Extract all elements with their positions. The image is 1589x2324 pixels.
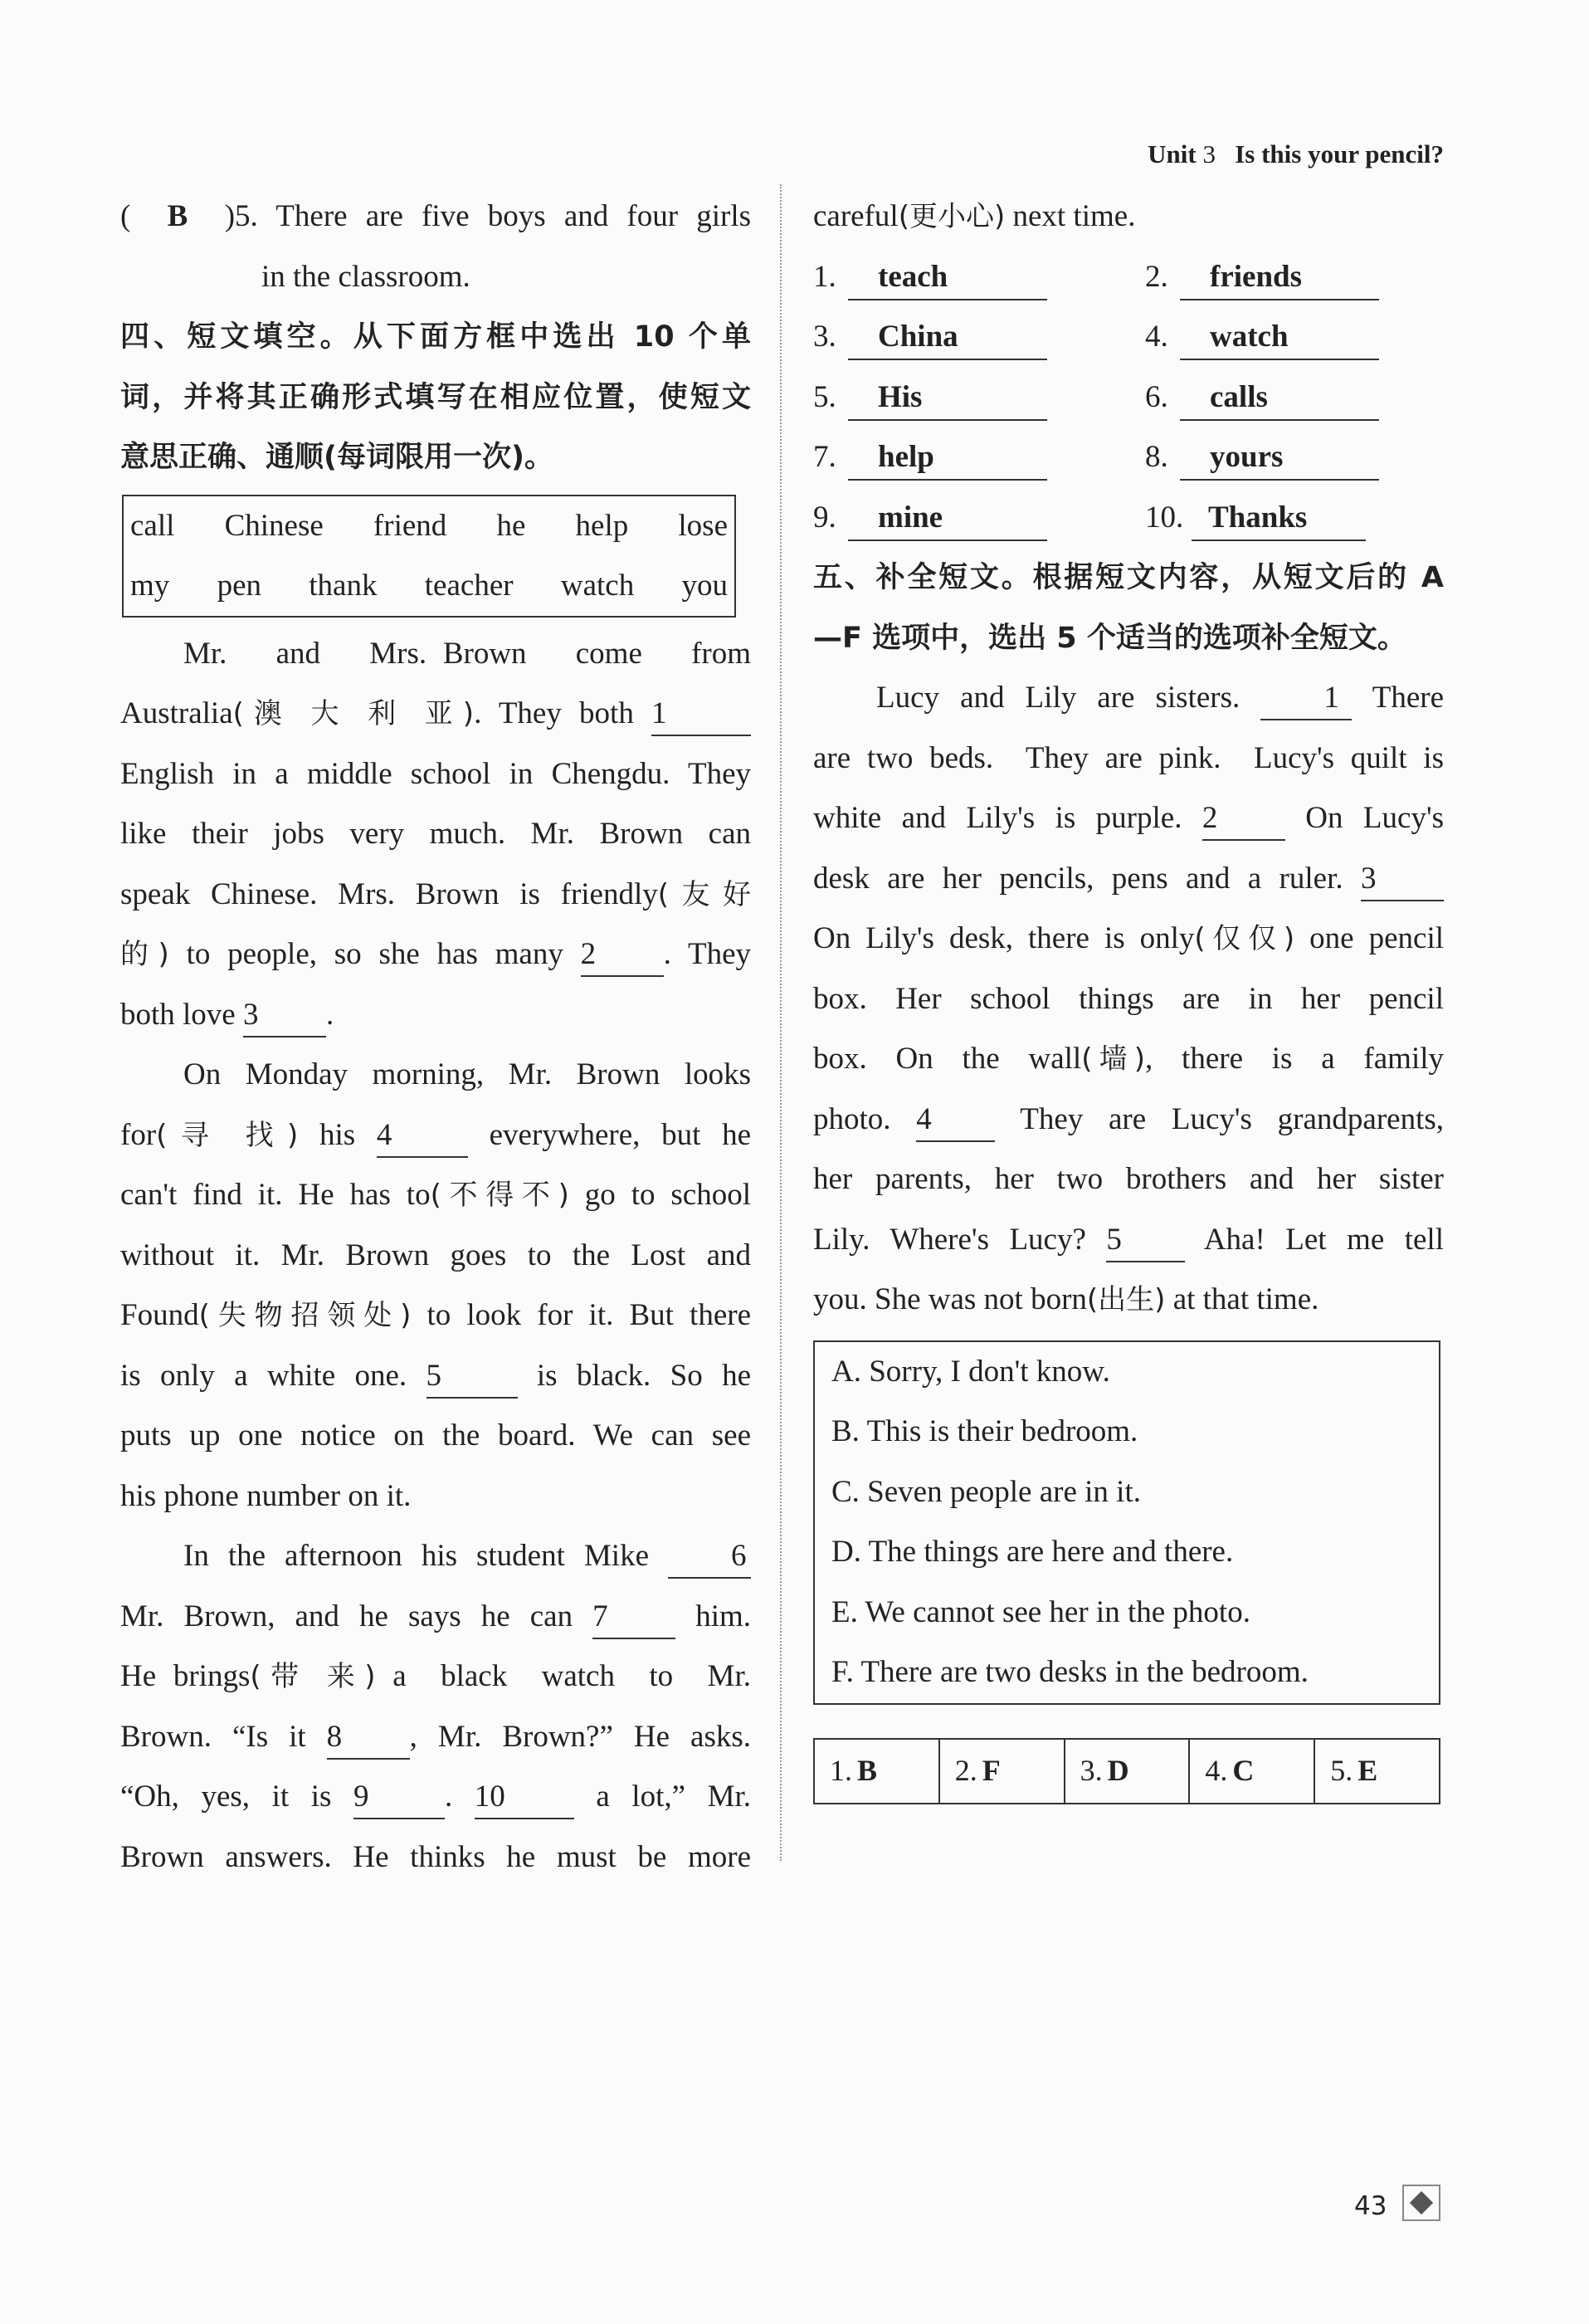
word-bank <box>122 495 736 618</box>
answer-cell: 3. D <box>1065 1740 1191 1803</box>
answer-item: 4. watch <box>1145 307 1444 368</box>
blank-2: 2 <box>581 934 664 977</box>
answer-cell: 2. F <box>940 1740 1065 1803</box>
blank-4: 4 <box>916 1099 995 1142</box>
answer-cell: 5. E <box>1330 1754 1378 1788</box>
blank-7: 7 <box>592 1596 675 1639</box>
blank-6: 6 <box>668 1536 751 1579</box>
answer-item: 10. Thanks <box>1145 488 1444 549</box>
answer-item: 9. mine <box>813 488 1145 549</box>
unit-title: Is this your pencil? <box>1235 139 1444 168</box>
diamond-icon <box>1402 2185 1440 2221</box>
column-divider <box>780 184 782 1861</box>
blank-5: 5 <box>1106 1219 1185 1262</box>
answer-item: 3. China <box>813 307 1145 368</box>
answer-item: 2. friends <box>1145 247 1444 308</box>
option-item: A. Sorry, I don't know. <box>831 1354 1110 1389</box>
option-item: D. The things are here and there. <box>831 1535 1234 1569</box>
section4-passage: Mr. and Mrs. Brown come from Australia(澳 大 利 亚). They both 1 English in a middle school in Chengdu. They like their jobs very much. Mr. Brown can speak Chinese. Mrs. Brown is friendly(友好 的) to people, so she has many 2 . They both love 3 . On Monday morning, Mr. Brown looks for(寻 找) his 4 everywhere, but he can't find it. He has to(不得不) go to school without it. Mr. Brown goes to the Lost and Found(失物招领处) to look for it. But there is only a white one. 5 is black. So he puts up one notice on the board. We can see his phone number on it. In the afternoon his student Mike 6 Mr. Brown, and he says he can 7 him. He brings(带 来) a black watch to Mr. Brown. “Is it 8 , Mr. Brown?” He asks. “Oh, yes, it is 9 . 10 a lot,” Mr. Brown answers. He thinks he must be more <box>120 636 752 1874</box>
blank-1: 1 <box>651 693 751 736</box>
section5-heading: 五、补全短文。根据短文内容，从短文后的 A <box>813 561 1444 594</box>
blank-3: 3 <box>1361 858 1444 901</box>
question-5: ( B )5. There are five boys and four girls <box>120 199 752 233</box>
option-item: C. Seven people are in it. <box>831 1474 1141 1509</box>
blank-9: 9 <box>353 1776 445 1819</box>
options-box <box>813 1340 1440 1705</box>
answer-item: 8. yours <box>1145 427 1444 488</box>
blank-3: 3 <box>243 994 326 1038</box>
option-item: B. This is their bedroom. <box>831 1414 1138 1448</box>
word-bank-row: my pen thank teacher watch you <box>130 568 728 603</box>
section5-passage: Lucy and Lily are sisters. 1 There are two beds. They are pink. Lucy's quilt is white and Lily's is purple. 2 On Lucy's desk are her pencils, pens and a ruler. 3 On Lily's desk, there is only(仅仅) one pencil box. Her school things are in her pencil box. On the wall(墙), there is a family photo. 4 They are Lucy's grandparents, her parents, her two brothers and her sister Lily. Where's Lucy? 5 Aha! Let me tell you. She was not born(出生) at that time. <box>813 668 1444 1330</box>
section5-answer-table <box>813 1738 1440 1804</box>
answer-cell: 1. B <box>815 1740 940 1803</box>
word-bank-row: call Chinese friend he help lose <box>130 508 728 543</box>
blank-2: 2 <box>1202 798 1285 841</box>
option-item: E. We cannot see her in the photo. <box>831 1594 1250 1629</box>
blank-4: 4 <box>377 1115 468 1158</box>
answer-item: 5. His <box>813 368 1145 428</box>
right-column: careful(更小心) next time. 1. teach 2. friends 3. China 4. watch 5. His 6. calls 7. help 8. yours 9. mine 10. Thanks 五、补全短文。根据短文内容，从短文后的 A —F 选项中，选出 5 个适当的选项补全短文。 Lucy and Lily are sisters. 1 There are two beds. They are pink. Lucy's quilt is white and Lily's is purple. 2 On Lucy's desk are her pencils, pens and a ruler. 3 On Lily's desk, there is only(仅仅) one pencil box. Her school things are in her pencil box. On the wall(墙), there is a family photo. 4 They are Lucy's grandparents, her parents, her two brothers and her sister Lily. Where's Lucy? 5 Aha! Let me tell you. She was not born(出生) at that time. A. Sorry, I don't know. B. This is their bedroom. C. Seven people are in it. D. The things are here and there. E. We cannot see her in the photo. F. There are two desks in the bedroom. 1. B 2. F 3. D 4. C 5. E <box>813 187 1444 1804</box>
page-header: Unit 3 Is this your pencil? <box>1148 139 1444 168</box>
page-number: 43 <box>1354 2191 1387 2221</box>
blank-8: 8 <box>327 1716 410 1760</box>
answer-cell: 4. C <box>1190 1740 1315 1803</box>
option-item: F. There are two desks in the bedroom. <box>831 1655 1309 1689</box>
left-column: ( B )5. There are five boys and four girls in the classroom. 四、短文填空。从下面方框中选出 10 个单 词，并将其正确形式填写在相应位置，使短文 意思正确、通顺(每词限用一次)。 call Chinese friend he help lose my pen thank teacher watch you Mr. and Mrs. Brown come from Australia(澳 大 利 亚). They both 1 English in a middle school in Chengdu. They like their jobs very much. Mr. Brown can speak Chinese. Mrs. Brown is friendly(友好 的) to people, so she has many 2 . They both love 3 . On Monday morning, Mr. Brown looks for(寻 找) his 4 everywhere, but he can't find it. He has to(不得不) go to school without it. Mr. Brown goes to the Lost and Found(失物招领处) to look for it. But there is only a white one. 5 is black. So he puts up one notice on the board. We can see his phone number on it. In the afternoon his student Mike 6 Mr. Brown, and he says he can 7 him. He brings(带 来) a black watch to Mr. Brown. “Is it 8 , Mr. Brown?” He asks. “Oh, yes, it is 9 . 10 a lot,” Mr. Brown answers. He thinks he must be more <box>120 187 751 1887</box>
answer-item: 7. help <box>813 427 1145 488</box>
blank-10: 10 <box>475 1776 574 1819</box>
answer-item: 1. teach <box>813 247 1145 308</box>
section4-answers <box>813 247 1444 549</box>
q5-answer: B <box>167 199 188 233</box>
section4-heading: 四、短文填空。从下面方框中选出 10 个单 <box>120 320 751 354</box>
answer-item: 6. calls <box>1145 368 1444 428</box>
blank-5: 5 <box>426 1355 518 1399</box>
blank-1: 1 <box>1260 677 1352 720</box>
